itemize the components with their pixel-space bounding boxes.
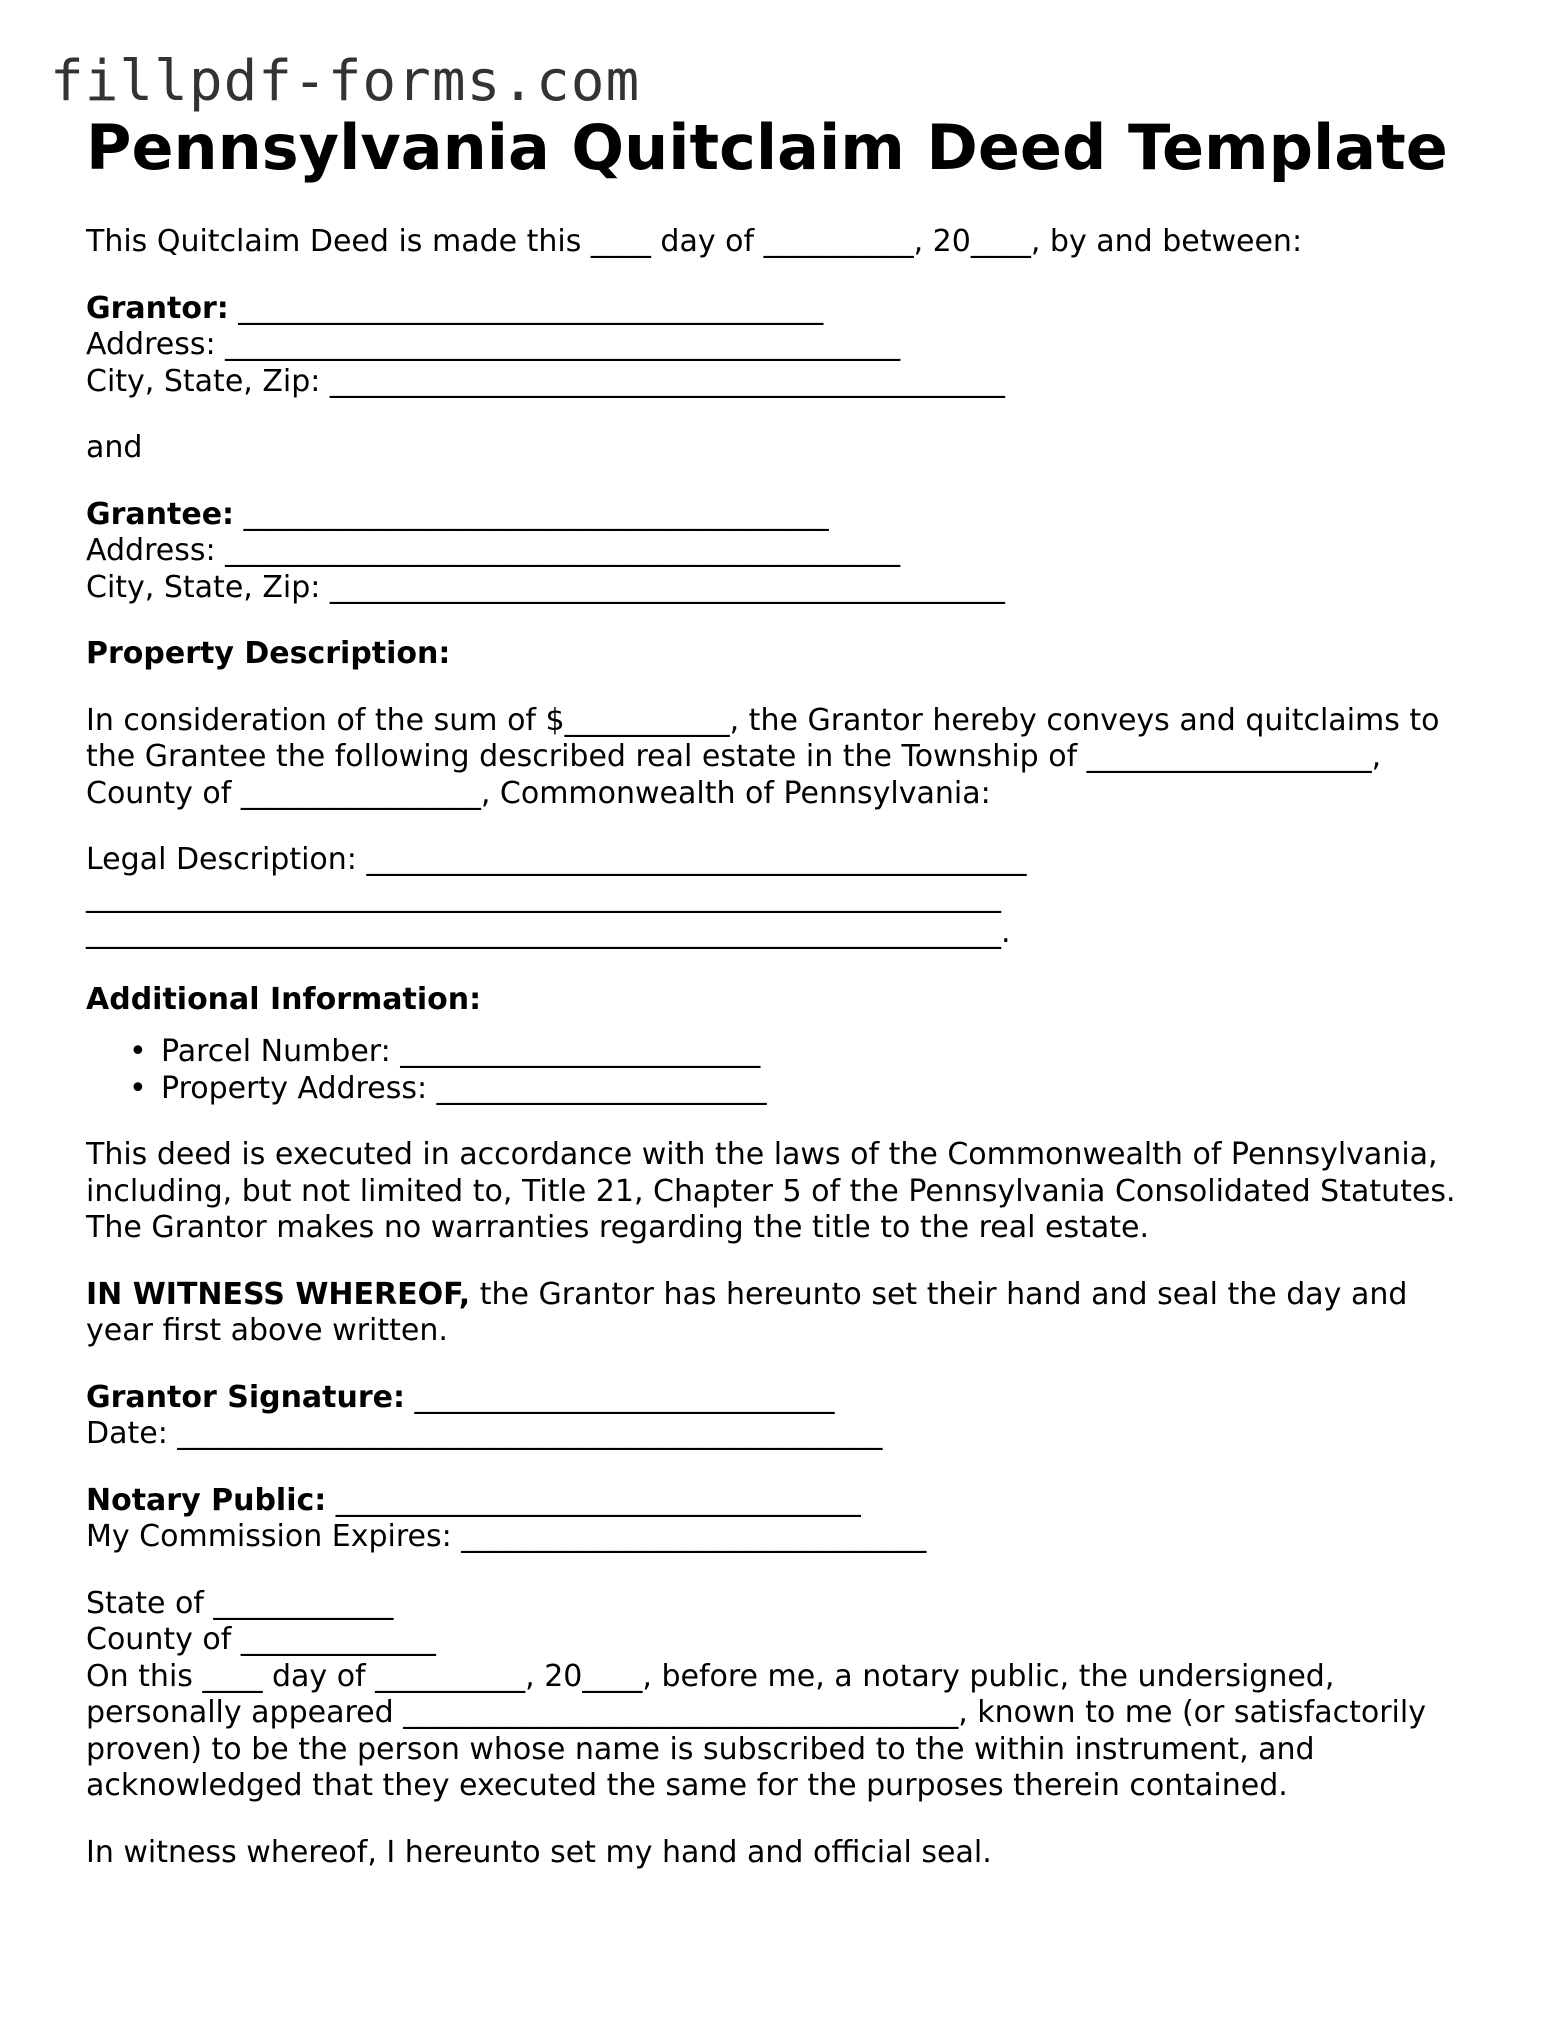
state-of-field[interactable]: State of ____________ [86, 1585, 394, 1621]
grantor-city-state-zip-field[interactable]: City, State, Zip: _____________________________________________ [86, 363, 1005, 399]
closing-statement: In witness whereof, I hereunto set my hand and official seal. [86, 1834, 992, 1870]
signature-line [86, 1380, 835, 1415]
notary-public-label: Notary Public: [86, 1482, 327, 1518]
signature-section [86, 1380, 1486, 1453]
watermark: fillpdf-forms.com [50, 49, 641, 114]
grantee-label: Grantee: [86, 496, 235, 532]
acknowledgment-line-3: proven) to be the person whose name is subscribed to the within instrument, and [86, 1731, 1315, 1767]
laws-line-1: This deed is executed in accordance with the laws of the Commonwealth of Pennsylvania, [86, 1137, 1438, 1172]
witness-line-1 [86, 1277, 1407, 1312]
additional-information-heading: Additional Information: [86, 981, 482, 1017]
acknowledgment-line-1[interactable]: On this ____ day of __________, 20____, before me, a notary public, the undersigned, [86, 1658, 1335, 1694]
consideration-line-1[interactable]: In consideration of the sum of $___________, the Grantor hereby conveys and quitclaims to [86, 702, 1440, 738]
notary-section [86, 1483, 1486, 1556]
grantor-signature-field[interactable]: ____________________________ [405, 1379, 835, 1415]
legal-description-line-2[interactable]: _____________________________________________________________ [86, 878, 1001, 914]
grantor-label: Grantor: [86, 290, 229, 326]
legal-description-line-3[interactable]: _____________________________________________________________. [86, 915, 1011, 950]
property-description-heading: Property Description: [86, 636, 451, 671]
laws-line-2: including, but not limited to, Title 21, Chapter 5 of the Pennsylvania Consolidated Statutes. [86, 1173, 1456, 1209]
grantor-signature-label: Grantor Signature: [86, 1379, 406, 1415]
intro-paragraph [86, 224, 1486, 261]
grantee-city-state-zip-field[interactable]: City, State, Zip: _____________________________________________ [86, 569, 1005, 605]
grantor-address-field[interactable]: Address: _____________________________________________ [86, 327, 901, 362]
witness-text: the Grantor has hereunto set their hand and seal the day and [470, 1276, 1408, 1312]
intro-text: This Quitclaim Deed is made this ____ day of __________, 20____, by and between: [86, 224, 1303, 259]
parcel-number-field[interactable]: • Parcel Number: ________________________ [86, 1034, 1486, 1071]
laws-paragraph [86, 1137, 1486, 1247]
signature-date-field[interactable]: Date: _______________________________________________ [86, 1416, 883, 1451]
consideration-line-3[interactable]: County of ________________, Commonwealth of Pennsylvania: [86, 775, 991, 811]
grantor-section [86, 291, 1486, 401]
acknowledgment-line-4: acknowledged that they executed the same for the purposes therein contained. [86, 1768, 1288, 1803]
witness-line-2: year first above written. [86, 1313, 448, 1348]
legal-description-line-1[interactable]: Legal Description: ____________________________________________ [86, 842, 1027, 877]
commission-expires-field[interactable]: My Commission Expires: _______________________________ [86, 1519, 927, 1554]
consideration-line-2[interactable]: the Grantee the following described real estate in the Township of ___________________, [86, 739, 1382, 774]
grantee-name-field[interactable]: _______________________________________ [234, 496, 829, 532]
witness-bold: IN WITNESS WHEREOF, [86, 1276, 471, 1312]
grantee-section [86, 497, 1486, 607]
notary-line [86, 1483, 861, 1518]
deed-body [86, 224, 1486, 1901]
legal-description [86, 842, 1486, 952]
laws-line-3: The Grantor makes no warranties regarding the title to the real estate. [86, 1210, 1150, 1245]
county-of-field[interactable]: County of _____________ [86, 1622, 436, 1657]
grantee-address-field[interactable]: Address: _____________________________________________ [86, 533, 901, 568]
acknowledgment-section [86, 1586, 1486, 1805]
witness-paragraph [86, 1277, 1486, 1350]
consideration-paragraph [86, 703, 1486, 813]
page-title: Pennsylvania Quitclaim Deed Template [86, 111, 1448, 184]
grantor-name-line [86, 291, 823, 326]
grantee-name-line [86, 497, 829, 532]
notary-public-field[interactable]: ___________________________________ [326, 1482, 861, 1518]
and-text: and [86, 430, 143, 465]
property-address-field[interactable]: • Property Address: ______________________ [86, 1071, 1486, 1108]
acknowledgment-line-2[interactable]: personally appeared _____________________________________, known to me (or satisfactorily [86, 1695, 1426, 1730]
additional-information-list [86, 1034, 1486, 1107]
grantor-name-field[interactable]: _______________________________________ [228, 290, 824, 326]
